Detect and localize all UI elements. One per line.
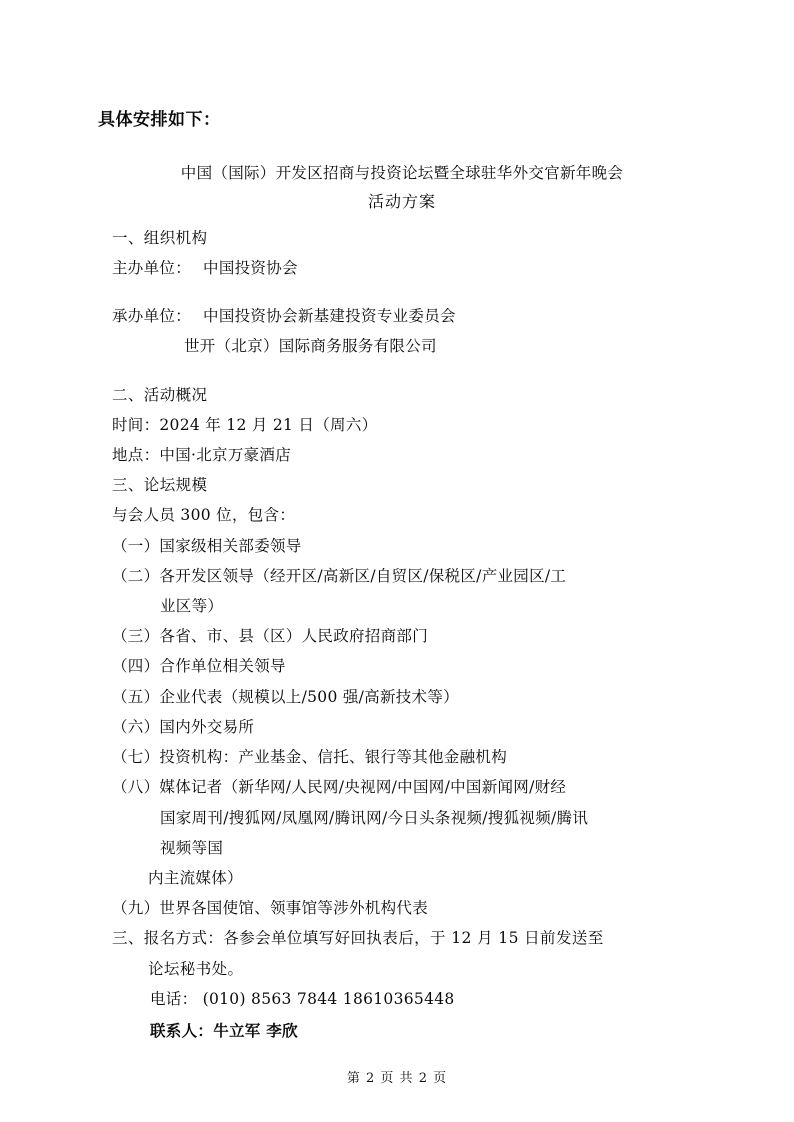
list-item: [98, 682, 706, 712]
spacer: [98, 362, 706, 380]
list-item-text: （二）各开发区领导（经开区/高新区/自贸区/保税区/产业园区/工: [112, 566, 567, 585]
list-item: [98, 712, 706, 742]
spacer: [98, 283, 706, 301]
contact-phone: 电话： (010) 8563 7844 18610365448: [150, 989, 455, 1008]
list-item-continuation: 国家周刊/搜狐网/凤凰网/腾讯网/今日头条视频/搜狐视频/腾讯: [160, 808, 589, 827]
list-item-text: （七）投资机构：产业基金、信托、银行等其他金融机构: [112, 748, 508, 767]
host-row: [98, 253, 706, 283]
list-item: [98, 561, 706, 621]
section-2-heading: 二、活动概况: [112, 385, 208, 404]
list-item: [98, 531, 706, 561]
page-title: 具体安排如下：: [98, 110, 221, 130]
list-item-text: （五）企业代表（规模以上/500 强/高新技术等）: [112, 687, 459, 706]
host-value: 中国投资协会: [203, 258, 298, 277]
organizer-value-1: 中国投资协会新基建投资专业委员会: [203, 307, 456, 326]
section-4-heading-continuation: 论坛秘书处。: [148, 959, 244, 978]
event-time: 时间：2024 年 12 月 21 日（周六）: [112, 415, 378, 434]
list-item: [98, 742, 706, 772]
list-item-continuation: 内主流媒体）: [148, 869, 243, 888]
list-item: [98, 772, 706, 893]
list-item-text: （一）国家级相关部委领导: [112, 536, 302, 555]
list-item-text: （六）国内外交易所: [112, 717, 255, 736]
attendee-intro: 与会人员 300 位，包含：: [112, 506, 296, 525]
list-item-continuation: 视频等国: [160, 838, 224, 857]
list-item: [98, 893, 706, 923]
list-item: [98, 651, 706, 681]
section-4-heading-text: 三、报名方式：各参会单位填写好回执表后，于 12 月 15 日前发送至: [112, 929, 604, 948]
list-item: [98, 621, 706, 651]
list-item-text: （四）合作单位相关领导: [112, 657, 286, 676]
organizer-label: 承办单位：: [112, 307, 192, 326]
list-item-text: （九）世界各国使馆、领事馆等涉外机构代表: [112, 899, 429, 918]
organizer-row: [98, 301, 706, 331]
section-1-heading: 一、组织机构: [112, 228, 208, 247]
page-footer: 第 2 页 共 2 页: [346, 1071, 448, 1086]
section-4-heading: [98, 923, 706, 983]
list-item-continuation: 业区等）: [160, 597, 224, 616]
event-title: 中国（国际）开发区招商与投资论坛暨全球驻华外交官新年晚会: [180, 163, 624, 182]
organizer-value-2-row: 世开（北京）国际商务服务有限公司: [184, 337, 437, 356]
contact-person: 联系人：牛立军 李欣: [150, 1020, 298, 1040]
event-subtitle: 活动方案: [367, 191, 436, 211]
list-item-text: （三）各省、市、县（区）人民政府招商部门: [112, 627, 429, 646]
section-3-heading: 三、论坛规模: [112, 476, 208, 495]
list-item-text: （八）媒体记者（新华网/人民网/央视网/中国网/中国新闻网/财经: [112, 778, 567, 797]
event-place: 地点：中国·北京万豪酒店: [112, 445, 292, 464]
host-label: 主办单位：: [112, 258, 192, 277]
